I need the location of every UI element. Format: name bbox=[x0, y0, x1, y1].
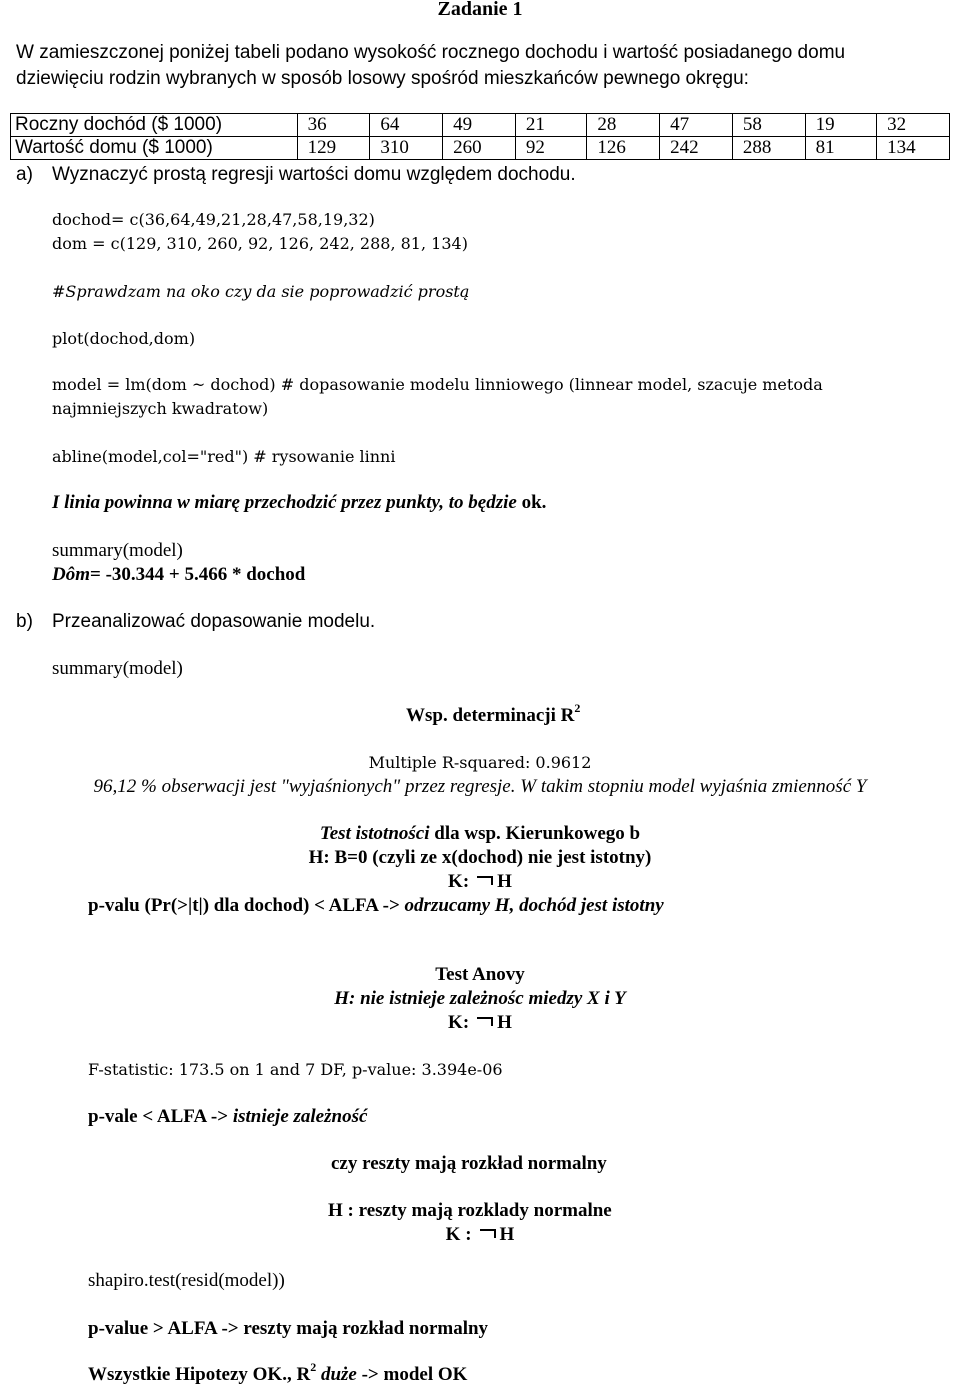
table-cell: 28 bbox=[587, 114, 660, 137]
data-table bbox=[10, 113, 950, 160]
final-sup: 2 bbox=[310, 1360, 317, 1374]
k-h: H bbox=[499, 1224, 515, 1245]
k-h: H bbox=[497, 871, 512, 892]
page-title: Zadanie 1 bbox=[437, 0, 523, 20]
table-row bbox=[11, 114, 950, 137]
anova-conclusion bbox=[88, 1105, 367, 1129]
anova-k bbox=[0, 1011, 960, 1035]
line-note bbox=[52, 491, 546, 515]
table-cell: 47 bbox=[660, 114, 733, 137]
intro-paragraph: W zamieszczonej poniżej tabeli podano wysokość rocznego dochodu i wartość posiadanego domu dziewięciu rodzin wybranych w sposób losowy spośród mieszkańców pewnego okręgu: bbox=[16, 42, 846, 89]
anova-title: Test Anovy bbox=[435, 964, 525, 985]
k-label: K: bbox=[448, 871, 470, 892]
k-label: K: bbox=[448, 1012, 470, 1033]
table-cell: 129 bbox=[297, 137, 370, 160]
table-cell: 242 bbox=[660, 137, 733, 160]
table-cell: 134 bbox=[877, 137, 950, 160]
table-cell: 32 bbox=[877, 114, 950, 137]
final-text: Wszystkie Hipotezy OK., R bbox=[88, 1364, 311, 1385]
r2-heading-text: Wsp. determinacji R bbox=[406, 705, 575, 726]
task-b-text: Przeanalizować dopasowanie modelu. bbox=[52, 611, 376, 632]
table-cell: 126 bbox=[587, 137, 660, 160]
row-label: Wartość domu ($ 1000) bbox=[11, 137, 298, 160]
k-label: K : bbox=[445, 1224, 472, 1245]
shapiro-call: shapiro.test(resid(model)) bbox=[88, 1270, 285, 1291]
code-plot: plot(dochod,dom) bbox=[52, 329, 196, 348]
negation-icon bbox=[477, 876, 493, 885]
slope-test-title-rest: dla wsp. Kierunkowego b bbox=[429, 823, 641, 844]
table-cell: 92 bbox=[515, 137, 587, 160]
anova-h0: H: nie istnieje zależnośc miedzy X i Y bbox=[334, 988, 626, 1009]
regression-equation bbox=[52, 563, 305, 587]
table-cell: 310 bbox=[370, 137, 443, 160]
task-a-marker: a) bbox=[16, 164, 33, 185]
anova-conclusion-italic: istnieje zależność bbox=[232, 1106, 368, 1127]
table-cell: 36 bbox=[297, 114, 370, 137]
summary-call-1: summary(model) bbox=[52, 540, 183, 561]
residuals-title: czy reszty mają rozkład normalny bbox=[331, 1153, 607, 1174]
slope-test-title bbox=[0, 822, 960, 846]
table-cell: 21 bbox=[515, 114, 587, 137]
code-dom: dom = c(129, 310, 260, 92, 126, 242, 288, 81, 134) bbox=[52, 234, 468, 253]
r2-explanation: 96,12 % obserwacji jest "wyjaśnionych" przez regresje. W takim stopniu model wyjaśnia zmienność Y bbox=[93, 776, 867, 797]
table-cell: 288 bbox=[732, 137, 805, 160]
negation-icon bbox=[480, 1229, 496, 1238]
code-model-line2: najmniejszych kwadratow) bbox=[52, 399, 269, 418]
r2-heading bbox=[406, 701, 581, 728]
table-cell: 19 bbox=[805, 114, 877, 137]
final-tail: -> model OK bbox=[356, 1364, 468, 1385]
anova-conclusion-text: p-vale < ALFA -> bbox=[88, 1106, 233, 1127]
equation-variable: Dôm bbox=[52, 564, 90, 585]
table-cell: 260 bbox=[443, 137, 516, 160]
summary-call-2: summary(model) bbox=[52, 658, 183, 679]
final-conclusion bbox=[88, 1360, 468, 1387]
slope-test-k bbox=[0, 870, 960, 894]
code-abline: abline(model,col="red") # rysowanie linni bbox=[52, 447, 396, 466]
slope-test-title-italic: Test istotności bbox=[319, 823, 430, 844]
f-statistic: F-statistic: 173.5 on 1 and 7 DF, p-value: 3.394e-06 bbox=[88, 1060, 503, 1079]
r2-heading-sup: 2 bbox=[574, 701, 581, 715]
equation-rest: = -30.344 + 5.466 * dochod bbox=[90, 564, 306, 585]
task-a-text: Wyznaczyć prostą regresji wartości domu względem dochodu. bbox=[52, 164, 576, 185]
code-comment: #Sprawdzam na oko czy da sie poprowadzić prostą bbox=[52, 282, 470, 301]
residuals-h0: H : reszty mają rozklady normalne bbox=[328, 1200, 612, 1221]
code-model-line1: model = lm(dom ~ dochod) # dopasowanie modelu linniowego (linnear model, szacuje metoda bbox=[52, 375, 823, 394]
slope-test-pvalue bbox=[88, 894, 664, 918]
table-cell: 49 bbox=[443, 114, 516, 137]
table-cell: 64 bbox=[370, 114, 443, 137]
task-b-marker: b) bbox=[16, 611, 33, 632]
table-row bbox=[11, 137, 950, 160]
k-h: H bbox=[497, 1012, 512, 1033]
final-italic: duże bbox=[316, 1364, 357, 1385]
slope-test-h0: H: B=0 (czyli ze x(dochod) nie jest istotny) bbox=[308, 847, 652, 868]
pvalue-text: p-valu (Pr(>|t|) dla dochod) < ALFA -> bbox=[88, 895, 405, 916]
row-label: Roczny dochód ($ 1000) bbox=[11, 114, 298, 137]
residuals-k bbox=[0, 1223, 960, 1247]
table-cell: 81 bbox=[805, 137, 877, 160]
line-note-ok: ok. bbox=[516, 492, 547, 513]
pvalue-conclusion: odrzucamy H, dochód jest istotny bbox=[404, 895, 664, 916]
table-cell: 58 bbox=[732, 114, 805, 137]
line-note-text: I linia powinna w miarę przechodzić przez punkty, to będzie bbox=[52, 492, 517, 513]
residuals-conclusion: p-value > ALFA -> reszty mają rozkład normalny bbox=[88, 1318, 489, 1339]
negation-icon bbox=[477, 1017, 493, 1026]
code-dochod: dochod= c(36,64,49,21,28,47,58,19,32) bbox=[52, 210, 375, 229]
multiple-r-squared: Multiple R-squared: 0.9612 bbox=[368, 753, 592, 772]
